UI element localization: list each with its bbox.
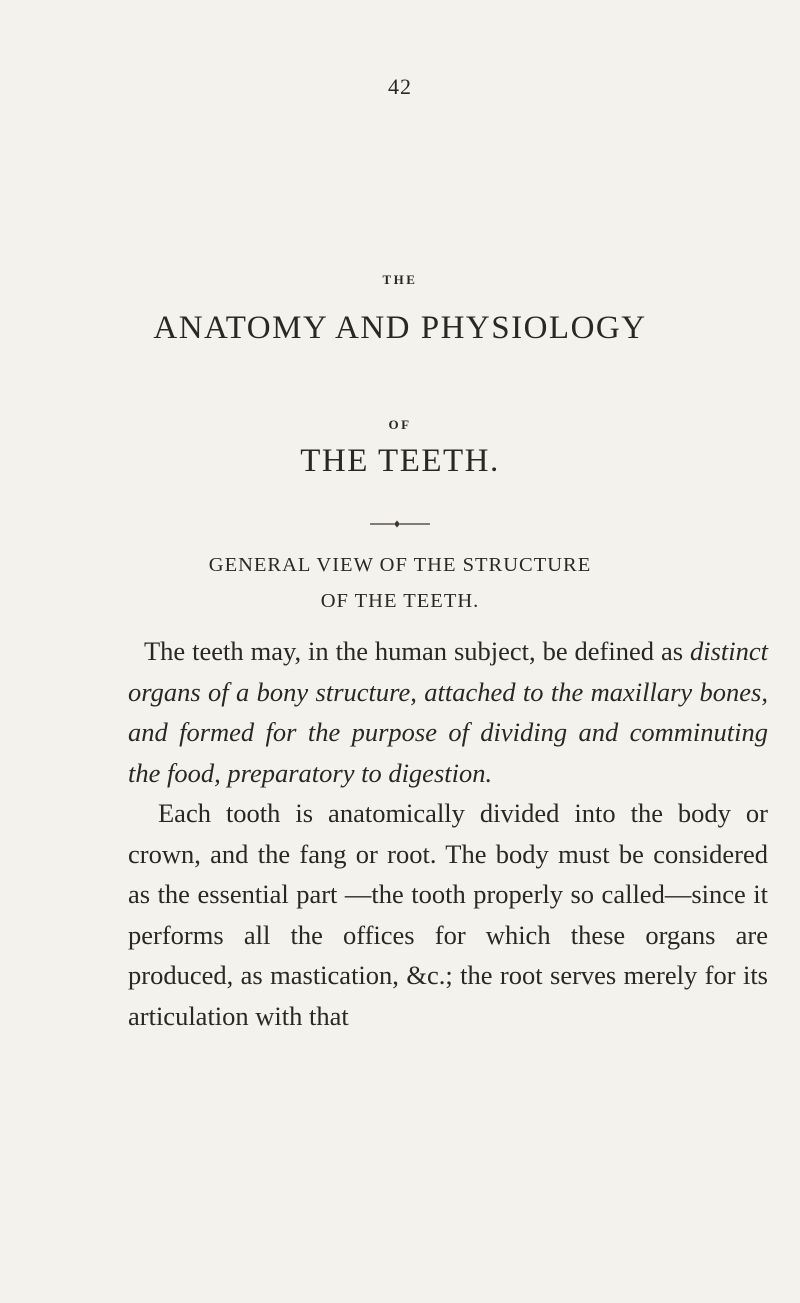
- italic-definition-text: distinct organs of a bony structure, attached to the maxillary bones, and formed for the purpose of dividing and comminuting the food, preparatory to digestion.: [128, 636, 768, 788]
- page-number: 42: [388, 74, 412, 99]
- body-text: [128, 631, 768, 1036]
- title-kicker-of: OF: [388, 417, 412, 432]
- paragraph-tooth-division: Each tooth is anatomically divided into the body or crown, and the fang or root. The body must be considered as the essential part —the tooth properly so called—since it performs all the offices for which these organs are produced, as mastication, &c.; the root serves merely for its articulation with that: [128, 798, 768, 1031]
- ornamental-divider-icon: [370, 519, 430, 529]
- section-heading-line-1: GENERAL VIEW OF THE STRUCTURE: [208, 554, 592, 576]
- main-title-line-1: ANATOMY AND PHYSIOLOGY: [153, 310, 647, 346]
- paragraph-intro-text: The teeth may, in the human subject, be defined as: [144, 636, 690, 666]
- section-heading-line-2: OF THE TEETH.: [320, 590, 480, 612]
- title-kicker-the: THE: [382, 272, 418, 287]
- paragraph-definition: [128, 631, 768, 793]
- main-title-line-2: THE TEETH.: [300, 443, 500, 479]
